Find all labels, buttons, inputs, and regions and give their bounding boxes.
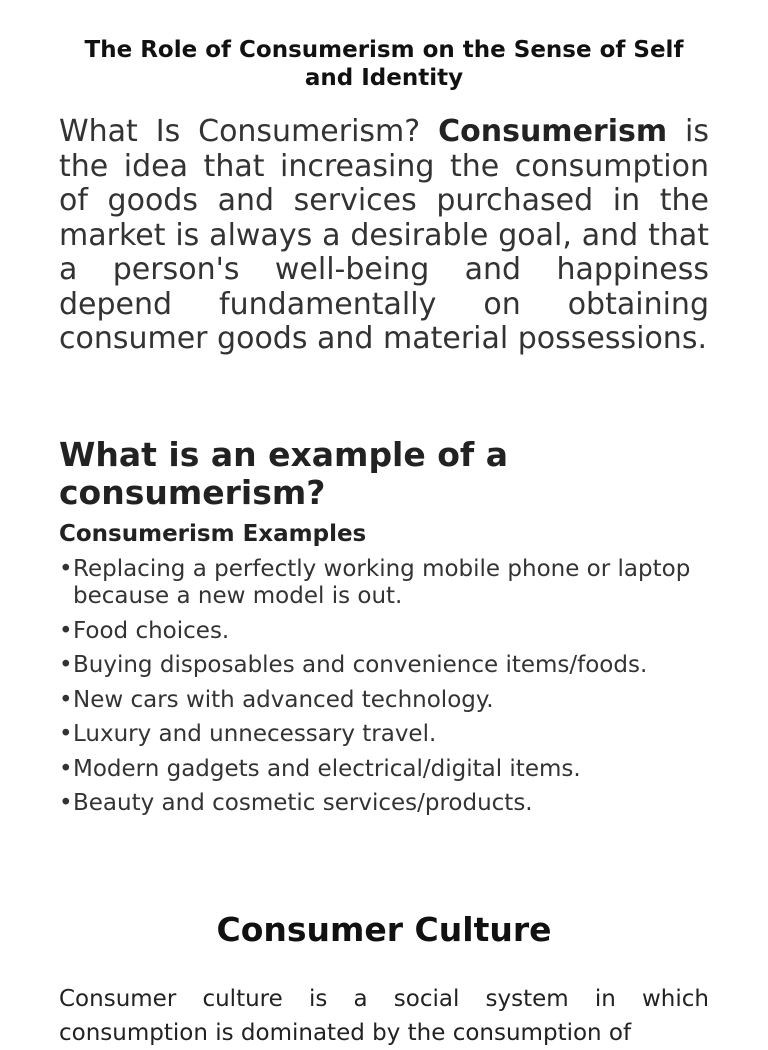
section-heading: What is an example of a consumerism? [59, 435, 509, 512]
list-item [59, 756, 709, 783]
examples-list [59, 556, 709, 825]
bullet-icon: • [59, 790, 73, 816]
bullet-icon: • [59, 721, 73, 747]
culture-paragraph: Consumer culture is a social system in which consumption is dominated by the consumption of [59, 986, 709, 1046]
examples-heading: Consumerism Examples [59, 521, 367, 547]
bullet-icon: • [59, 652, 73, 678]
intro-term: Consumerism [438, 114, 668, 149]
list-item-text: Luxury and unnecessary travel. [73, 721, 437, 747]
list-item [59, 556, 709, 610]
list-item-text: Food choices. [73, 617, 230, 644]
bullet-icon: • [59, 556, 73, 582]
list-item-text: Buying disposables and convenience items/foods. [73, 652, 648, 678]
list-item-text: Beauty and cosmetic services/products. [73, 790, 533, 816]
bullet-icon: • [59, 686, 73, 713]
culture-heading: Consumer Culture [216, 910, 552, 949]
intro-lead: What Is Consumerism? [59, 114, 439, 149]
intro-text: is the idea that increasing the consumption of goods and services purchased in the market is always a desirable goal, and that a person's well-being and happiness depend fundamentally on obtaining consumer goods and material possessions. [59, 114, 709, 356]
list-item [59, 687, 709, 714]
list-item [59, 618, 709, 645]
list-item [59, 721, 709, 748]
list-item-text: Modern gadgets and electrical/digital items. [73, 755, 581, 782]
list-item [59, 790, 709, 817]
document-title: The Role of Consumerism on the Sense of Self and Identity [84, 37, 684, 91]
bullet-icon: • [59, 755, 73, 782]
list-item-text: Replacing a perfectly working mobile phone or laptop because a new model is out. [73, 556, 691, 609]
list-item [59, 652, 709, 679]
intro-paragraph [59, 115, 709, 357]
bullet-icon: • [59, 617, 73, 644]
list-item-text: New cars with advanced technology. [73, 686, 494, 713]
